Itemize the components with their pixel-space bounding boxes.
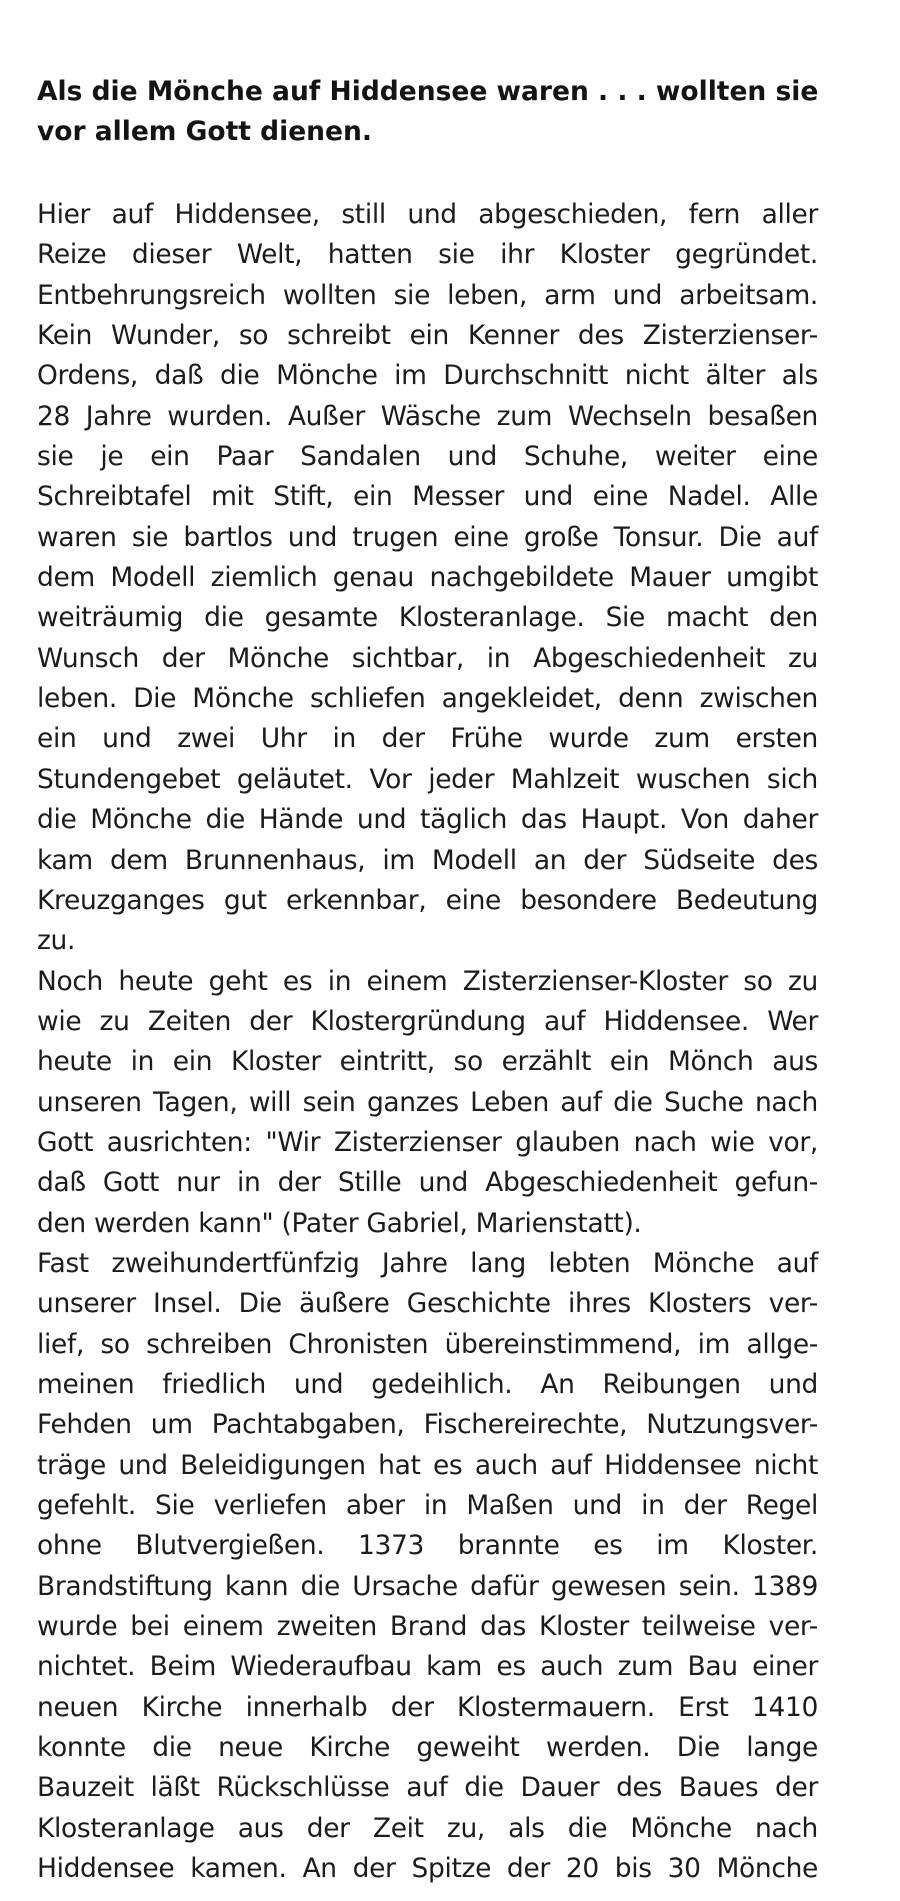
- paragraph-2: [37, 962, 818, 1244]
- text-line: sie je ein Paar Sandalen und Schuhe, weiter eine: [37, 441, 818, 473]
- text-line: Entbehrungsreich wollten sie leben, arm und arbeitsam.: [37, 279, 818, 311]
- text-line: Stundengebet geläutet. Vor jeder Mahlzeit wuschen sich: [37, 763, 818, 795]
- text-line: Ordens, daß die Mönche im Durchschnitt nicht älter als: [37, 360, 818, 392]
- paragraph-1: [37, 195, 818, 962]
- text-line: Fehden um Pachtabgaben, Fischereirechte, Nutzungsver-: [37, 1409, 818, 1441]
- text-line: Kreuzganges gut erkennbar, eine besondere Bedeutung: [37, 884, 818, 916]
- text-line: Wunsch der Mönche sichtbar, in Abgeschiedenheit zu: [37, 642, 818, 674]
- text-line: ohne Blutvergießen. 1373 brannte es im Kloster.: [37, 1530, 818, 1562]
- text-line: ein und zwei Uhr in der Frühe wurde zum ersten: [37, 723, 818, 755]
- text-line: kam dem Brunnenhaus, im Modell an der Südseite des: [37, 844, 818, 876]
- text-line: Bauzeit läßt Rückschlüsse auf die Dauer des Baues der: [37, 1772, 818, 1804]
- text-line: Brandstiftung kann die Ursache dafür gewesen sein. 1389: [37, 1570, 818, 1602]
- text-line: lief, so schreiben Chronisten übereinstimmend, im allge-: [37, 1328, 818, 1360]
- text-line: Klosteranlage aus der Zeit zu, als die Mönche nach: [37, 1812, 818, 1844]
- text-line: Schreibtafel mit Stift, ein Messer und eine Nadel. Alle: [37, 481, 818, 513]
- text-line: Reize dieser Welt, hatten sie ihr Kloster gegründet.: [37, 239, 818, 271]
- text-line: wurde bei einem zweiten Brand das Kloster teilweise ver-: [37, 1611, 818, 1643]
- text-line: träge und Beleidigungen hat es auch auf Hiddensee nicht: [37, 1449, 818, 1481]
- title-line: vor allem Gott dienen.: [37, 116, 372, 147]
- text-line: Noch heute geht es in einem Zisterzienser-Kloster so zu: [37, 965, 818, 997]
- text-line: wie zu Zeiten der Klostergründung auf Hiddensee. Wer: [37, 1005, 818, 1037]
- text-line: Gott ausrichten: "Wir Zisterzienser glauben nach wie vor,: [37, 1126, 818, 1158]
- text-line: meinen friedlich und gedeihlich. An Reibungen und: [37, 1368, 818, 1400]
- body-text: [37, 195, 818, 1889]
- text-line: zu.: [37, 925, 76, 957]
- text-line: daß Gott nur in der Stille und Abgeschiedenheit gefun-: [37, 1167, 818, 1199]
- text-line: 28 Jahre wurden. Außer Wäsche zum Wechseln besaßen: [37, 400, 818, 432]
- text-line: Kein Wunder, so schreibt ein Kenner des Zisterzienser-: [37, 320, 818, 352]
- page-title: [37, 72, 818, 152]
- text-line: gefehlt. Sie verliefen aber in Maßen und in der Regel: [37, 1490, 818, 1521]
- text-line: Hier auf Hiddensee, still und abgeschieden, fern aller: [37, 199, 818, 230]
- text-line: waren sie bartlos und trugen eine große Tonsur. Die auf: [37, 521, 818, 553]
- text-line: unseren Tagen, will sein ganzes Leben auf die Suche nach: [37, 1086, 818, 1118]
- text-line: Fast zweihundertfünfzig Jahre lang lebten Mönche auf: [37, 1247, 818, 1279]
- text-line: heute in ein Kloster eintritt, so erzählt ein Mönch aus: [37, 1046, 818, 1078]
- text-line: nichtet. Beim Wiederaufbau kam es auch zum Bau einer: [37, 1651, 818, 1683]
- text-line: den werden kann" (Pater Gabriel, Marienstatt).: [37, 1207, 642, 1239]
- text-line: leben. Die Mönche schliefen angekleidet, denn zwischen: [37, 683, 818, 715]
- text-line: konnte die neue Kirche geweiht werden. Die lange: [37, 1732, 818, 1764]
- paragraph-3: [37, 1244, 818, 1890]
- text-line: weiträumig die gesamte Klosteranlage. Sie macht den: [37, 602, 818, 634]
- text-line: neuen Kirche innerhalb der Klostermauern. Erst 1410: [37, 1691, 818, 1723]
- text-line: unserer Insel. Die äußere Geschichte ihres Klosters ver-: [37, 1288, 818, 1320]
- title-line: Als die Mönche auf Hiddensee waren . . . wollten sie: [37, 76, 819, 107]
- text-line: Hiddensee kamen. An der Spitze der 20 bis 30 Mönche: [37, 1853, 818, 1885]
- text-line: die Mönche die Hände und täglich das Haupt. Von daher: [37, 804, 818, 836]
- text-line: dem Modell ziemlich genau nachgebildete Mauer umgibt: [37, 562, 818, 594]
